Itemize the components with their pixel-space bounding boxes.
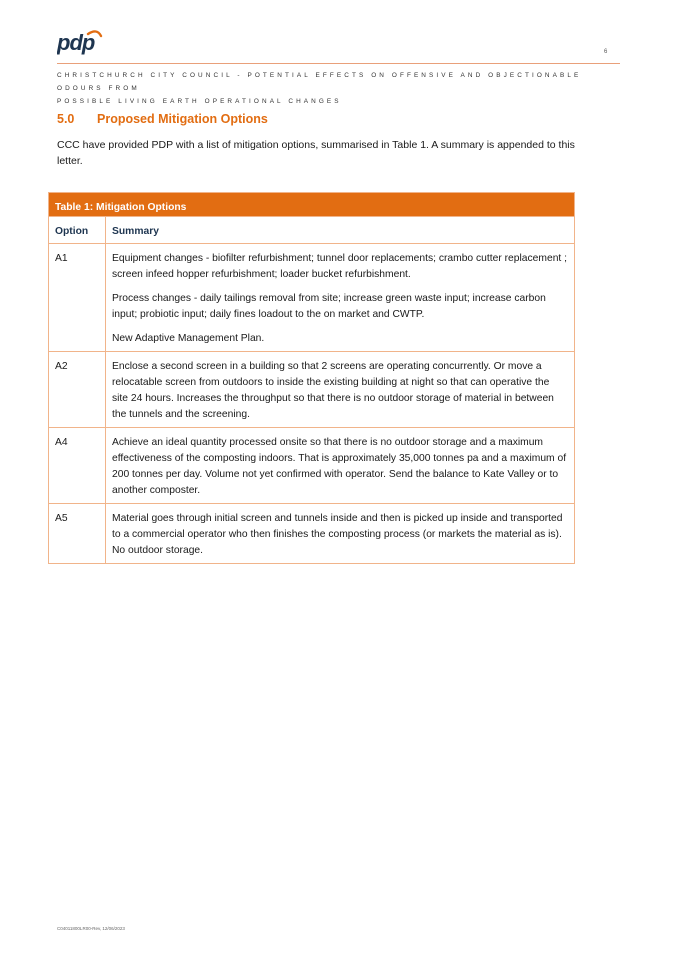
summary-cell: [106, 504, 575, 564]
summary-paragraph: New Adaptive Management Plan.: [112, 333, 265, 344]
mitigation-table: [48, 192, 575, 564]
option-cell: A2: [49, 352, 106, 428]
section-title: Proposed Mitigation Options: [97, 112, 268, 126]
summary-cell: [106, 352, 575, 428]
table-row: [49, 428, 575, 504]
summary-cell: [106, 428, 575, 504]
column-header-option: Option: [49, 217, 106, 244]
running-head-line1: CHRISTCHURCH CITY COUNCIL - POTENTIAL EFFECTS ON OFFENSIVE AND OBJECTIONABLE ODOURS FROM: [57, 72, 582, 92]
section-heading: [57, 112, 268, 126]
table-header-row: [49, 217, 575, 244]
header-rule: [57, 63, 620, 64]
table-caption: Table 1: Mitigation Options: [49, 193, 575, 217]
summary-paragraph: Process changes - daily tailings removal from site; increase green waste input; increase carbon input; probiotic input; daily fines loadout to the on market and CWTP.: [112, 293, 546, 320]
running-head-line2: POSSIBLE LIVING EARTH OPERATIONAL CHANGES: [57, 98, 342, 105]
option-cell: A5: [49, 504, 106, 564]
table-row: [49, 244, 575, 352]
summary-cell: [106, 244, 575, 352]
section-number: 5.0: [57, 112, 75, 126]
summary-paragraph: Enclose a second screen in a building so that 2 screens are operating concurrently. Or move a relocatable screen from outdoors to inside the existing building at night so that can operative the site 24 hours. Increases the throughput so that there is no outdoor storage of material in between the tunnels and the screening.: [112, 361, 554, 420]
intro-paragraph: CCC have provided PDP with a list of mitigation options, summarised in Table 1. A summary is appended to this letter.: [57, 139, 575, 167]
running-head: [57, 69, 617, 108]
footer-reference: C04011800LR00-Rev, 12/06/2023: [57, 926, 125, 931]
pdp-logo: [57, 30, 103, 56]
column-header-summary: Summary: [106, 217, 575, 244]
svg-text:pdp: pdp: [57, 30, 95, 55]
table-caption-row: [49, 193, 575, 217]
option-cell: A4: [49, 428, 106, 504]
summary-paragraph: Material goes through initial screen and tunnels inside and then is picked up inside and transported to a commercial operator who then finishes the composting process (or markets the material as is). No outdoor storage.: [112, 513, 563, 556]
summary-paragraph: Equipment changes - biofilter refurbishment; tunnel door replacements; crambo cutter replacement ; screen infeed hopper refurbishment; loader bucket refurbishment.: [112, 253, 568, 280]
table-row: [49, 504, 575, 564]
option-cell: A1: [49, 244, 106, 352]
page-number: 6: [604, 49, 608, 55]
summary-paragraph: Achieve an ideal quantity processed onsite so that there is no outdoor storage and a maximum effectiveness of the composting indoors. That is approximately 35,000 tonnes pa and a maximum of 200 tonnes per day. Volume not yet confirmed with operator. Send the balance to Kate Valley or to another composter.: [112, 437, 567, 496]
table-row: [49, 352, 575, 428]
